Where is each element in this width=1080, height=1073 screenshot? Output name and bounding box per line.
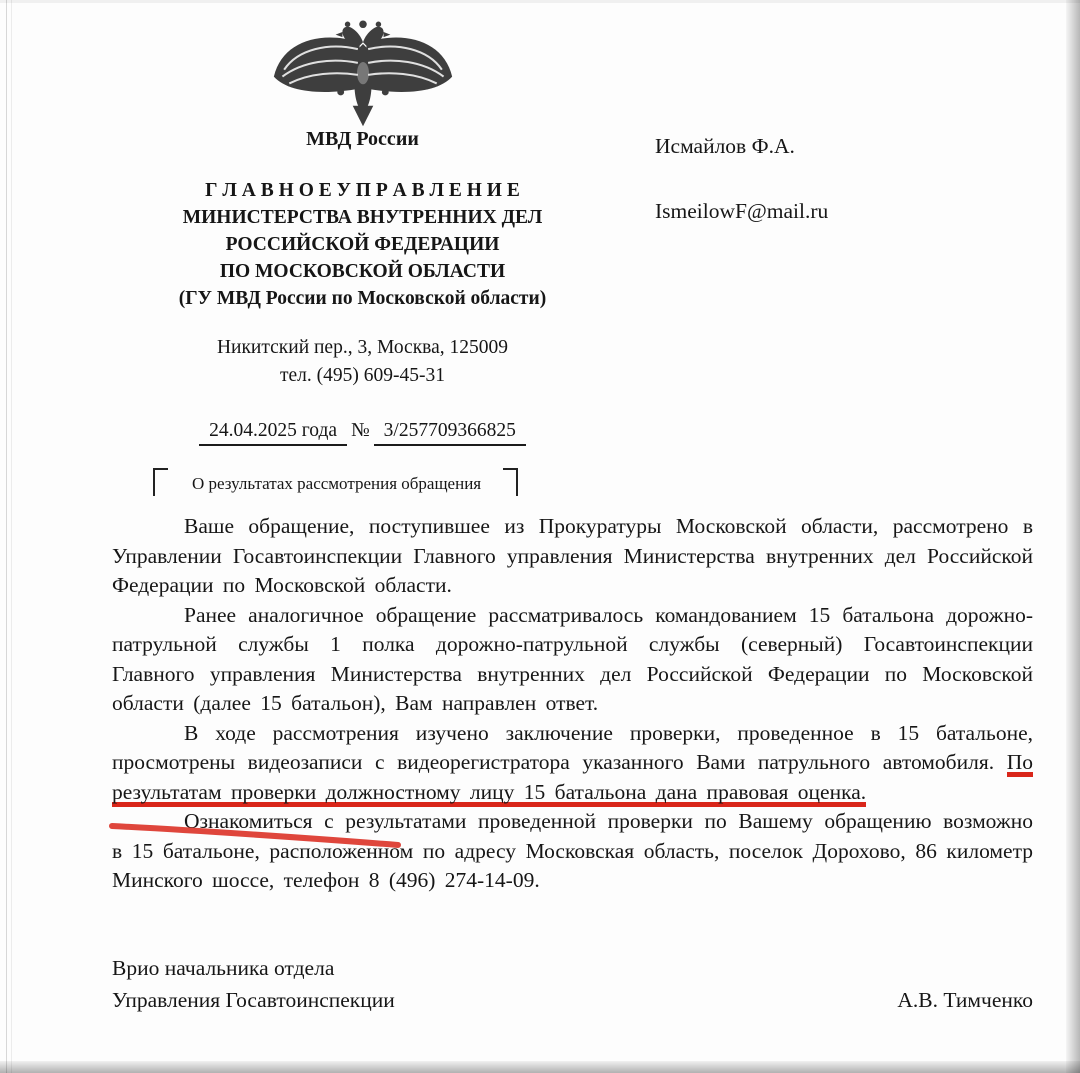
subject-text: О результатах рассмотрения обращения <box>192 474 482 493</box>
signer-post-line-1: Врио начальника отдела <box>112 956 335 980</box>
recipient-name: Исмайлов Ф.А. <box>655 134 795 158</box>
scan-edge-top-line <box>0 0 1080 3</box>
body-paragraph-1: Ваше обращение, поступившее из Прокуратуры Московской области, рассмотрено в Управлении Госавтоинспекции Главного управления Министерства внутренних дел Российской Федерации по Московской области. <box>112 514 1033 597</box>
letter-date: 24.04.2025 года <box>199 420 347 446</box>
org-address: Никитский пер., 3, Москва, 125009 <box>216 337 509 358</box>
org-contact-block <box>140 334 585 390</box>
letter-body <box>112 512 1033 896</box>
scan-edge-bottom-shadow <box>0 1061 1080 1073</box>
org-title-line: Г Л А В Н О Е У П Р А В Л Е Н И Е <box>205 180 520 201</box>
org-title-line: (ГУ МВД России по Московской области) <box>178 288 547 309</box>
letter-number: 3/257709366825 <box>374 420 526 446</box>
number-sign: № <box>351 420 370 441</box>
double-headed-eagle-icon <box>265 20 461 128</box>
org-title-line: МИНИСТЕРСТВА ВНУТРЕННИХ ДЕЛ <box>182 207 543 228</box>
recipient-email: IsmeilowF@mail.ru <box>655 199 829 223</box>
red-underlined-phrase: По результатам проверки должностному лицу 15 батальона дана правовая оценка. <box>112 750 1033 807</box>
org-phone: тел. (495) 609-45-31 <box>279 365 445 386</box>
signer-post-line-2: Управления Госавтоинспекции <box>112 988 395 1012</box>
org-full-title <box>140 177 585 312</box>
body-paragraph-3-plain: В ходе рассмотрения изучено заключение проверки, проведенное в 15 батальоне, просмотрены видеозаписи с видеорегистратора указанного Вами патрульного автомобиля. <box>112 720 1033 774</box>
org-title-line: ПО МОСКОВСКОЙ ОБЛАСТИ <box>219 261 506 282</box>
subject-bracket-left <box>153 468 168 496</box>
org-short-title: МВД России <box>306 128 419 150</box>
letterhead <box>140 20 585 446</box>
subject-bracket-right <box>503 468 518 496</box>
signer-post <box>112 952 395 1016</box>
body-paragraph-4: Ознакомиться с результатами проведенной проверки по Вашему обращению возможно в 15 батальоне, расположенном по адресу Московская область, поселок Дорохово, 86 километр Минского шоссе, телефон 8 (496) 274-14-09. <box>112 809 1033 892</box>
signer-name: А.В. Тимченко <box>897 988 1033 1012</box>
scan-edge-right-shadow <box>1066 0 1080 1073</box>
mvd-emblem-wrap <box>140 20 585 120</box>
body-paragraph-3 <box>112 719 1033 808</box>
signature-block <box>112 952 1033 1016</box>
subject-row <box>153 468 518 496</box>
org-title-line: РОССИЙСКОЙ ФЕДЕРАЦИИ <box>225 234 500 255</box>
date-number-line <box>140 420 585 446</box>
scan-edge-left-line-2 <box>11 0 12 1073</box>
body-paragraph-2: Ранее аналогичное обращение рассматривалось командованием 15 батальона дорожно-патрульной службы 1 полка дорожно-патрульной службы (северный) Госавтоинспекции Главного управления Министерства внутренних дел Российской Федерации по Московской области (далее 15 батальон), Вам направлен ответ. <box>112 602 1033 715</box>
recipient-block <box>655 134 828 224</box>
scan-edge-left-line <box>6 0 7 1073</box>
